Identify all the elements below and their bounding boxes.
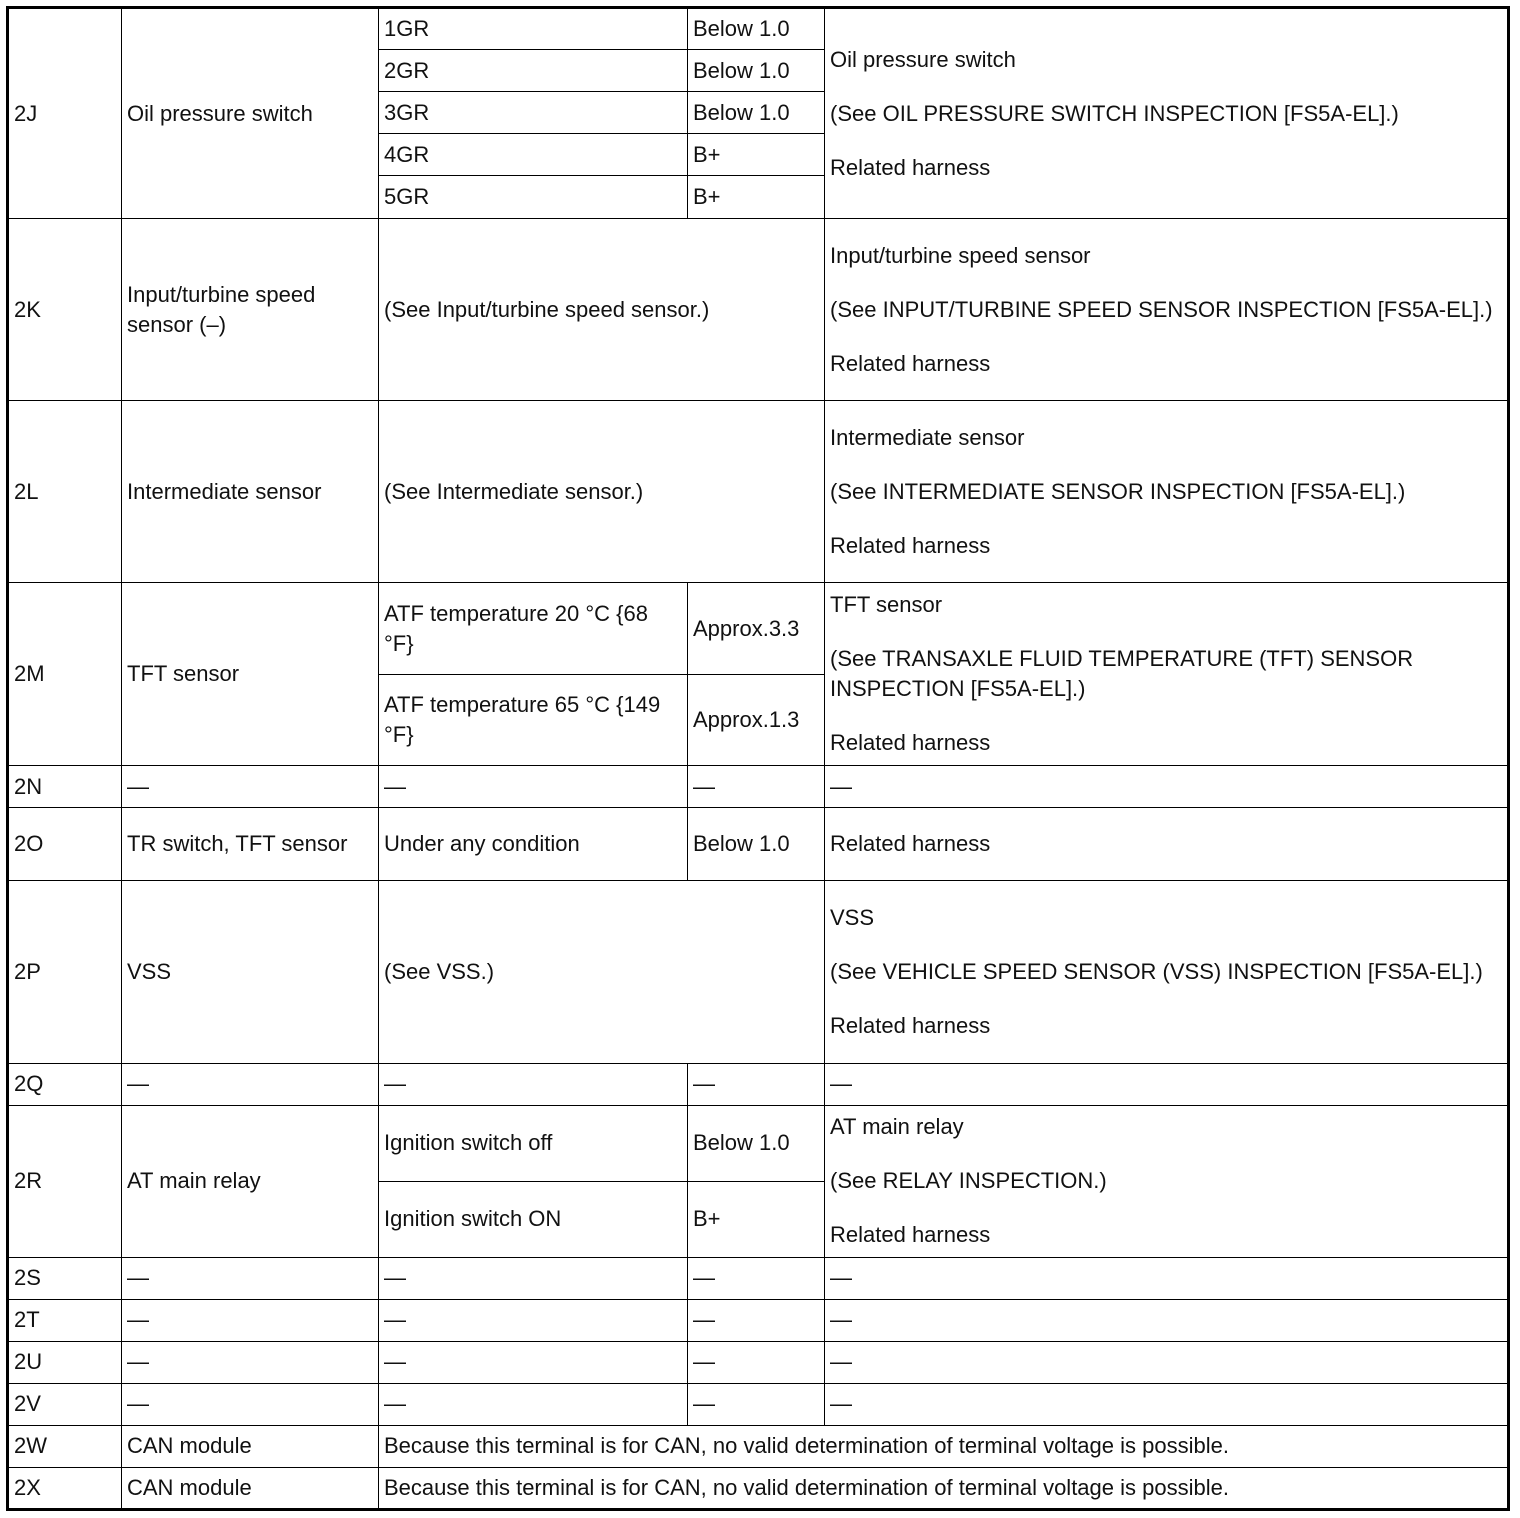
voltage-cell: — — [688, 1063, 825, 1105]
condition-span-cell: Because this terminal is for CAN, no valid determination of terminal voltage is possible. — [379, 1425, 1509, 1467]
table-row-2O — [8, 808, 1509, 881]
note-bullet: Related harness — [830, 829, 1502, 859]
terminal-cell: 2J — [8, 8, 122, 219]
connected-to-cell: — — [122, 1341, 379, 1383]
voltage-cell: — — [688, 1299, 825, 1341]
table-row-2S — [8, 1257, 1509, 1299]
note-reference: (See RELAY INSPECTION.) — [830, 1168, 1107, 1194]
condition-cell: — — [379, 766, 688, 808]
note-bullet: Related harness — [830, 1220, 1502, 1250]
connected-to-cell: — — [122, 766, 379, 808]
terminal-cell: 2S — [8, 1257, 122, 1299]
note-reference: (See INPUT/TURBINE SPEED SENSOR INSPECTION [FS5A-EL].) — [830, 296, 1493, 322]
voltage-cell: B+ — [688, 176, 825, 219]
action-cell — [825, 219, 1509, 401]
terminal-cell: 2M — [8, 583, 122, 766]
connected-to-cell: Oil pressure switch — [122, 8, 379, 219]
table-row-2V — [8, 1383, 1509, 1425]
note-bullet: Input/turbine speed sensor — [830, 241, 1502, 271]
terminal-cell: 2K — [8, 219, 122, 401]
terminal-voltage-table — [6, 6, 1510, 1511]
terminal-cell: 2Q — [8, 1063, 122, 1105]
terminal-cell: 2R — [8, 1105, 122, 1257]
condition-span-cell: (See Input/turbine speed sensor.) — [379, 219, 825, 401]
action-cell: — — [825, 1299, 1509, 1341]
condition-cell: ATF temperature 20 °C {68 °F} — [379, 583, 688, 675]
condition-cell: Ignition switch off — [379, 1105, 688, 1181]
connected-to-cell: Intermediate sensor — [122, 401, 379, 583]
terminal-cell: 2V — [8, 1383, 122, 1425]
table-row-2W — [8, 1425, 1509, 1467]
note-reference: (See VEHICLE SPEED SENSOR (VSS) INSPECTION [FS5A-EL].) — [830, 959, 1483, 984]
terminal-cell: 2T — [8, 1299, 122, 1341]
condition-cell: — — [379, 1341, 688, 1383]
note-bullet: AT main relay — [830, 1112, 1502, 1142]
table-row-2P — [8, 881, 1509, 1063]
voltage-cell: — — [688, 1257, 825, 1299]
voltage-cell: Below 1.0 — [688, 1105, 825, 1181]
terminal-cell: 2L — [8, 401, 122, 583]
connected-to-cell: Input/turbine speed sensor (–) — [122, 219, 379, 401]
action-cell — [825, 583, 1509, 766]
table-row-2J — [8, 8, 1509, 50]
connected-to-cell: TFT sensor — [122, 583, 379, 766]
terminal-cell: 2W — [8, 1425, 122, 1467]
action-cell — [825, 808, 1509, 881]
note-bullet: Related harness — [830, 1011, 1502, 1041]
voltage-cell: Approx.1.3 — [688, 675, 825, 766]
note-bullet: VSS — [830, 903, 1502, 933]
note-bullet: Oil pressure switch — [830, 45, 1502, 75]
condition-cell: 5GR — [379, 176, 688, 219]
table-row-2M — [8, 583, 1509, 675]
connected-to-cell: — — [122, 1299, 379, 1341]
condition-cell: Ignition switch ON — [379, 1181, 688, 1257]
action-cell — [825, 8, 1509, 219]
voltage-cell: Below 1.0 — [688, 92, 825, 134]
table-row-2Q — [8, 1063, 1509, 1105]
voltage-cell: B+ — [688, 134, 825, 176]
voltage-cell: Below 1.0 — [688, 50, 825, 92]
condition-cell: — — [379, 1063, 688, 1105]
connected-to-cell: CAN module — [122, 1425, 379, 1467]
connected-to-cell: TR switch, TFT sensor — [122, 808, 379, 881]
table-row-2U — [8, 1341, 1509, 1383]
condition-cell: 1GR — [379, 8, 688, 50]
action-cell — [825, 1105, 1509, 1257]
note-bullet: Related harness — [830, 531, 1502, 561]
voltage-cell: — — [688, 1383, 825, 1425]
connected-to-cell: — — [122, 1063, 379, 1105]
note-bullet: Related harness — [830, 349, 1502, 379]
connected-to-cell: — — [122, 1383, 379, 1425]
condition-cell: — — [379, 1383, 688, 1425]
connected-to-cell: — — [122, 1257, 379, 1299]
action-cell: — — [825, 1341, 1509, 1383]
action-cell: — — [825, 766, 1509, 808]
condition-cell: 2GR — [379, 50, 688, 92]
note-bullet: Intermediate sensor — [830, 423, 1502, 453]
voltage-cell: — — [688, 766, 825, 808]
connected-to-cell: CAN module — [122, 1467, 379, 1509]
action-cell — [825, 881, 1509, 1063]
terminal-cell: 2O — [8, 808, 122, 881]
condition-span-cell: Because this terminal is for CAN, no valid determination of terminal voltage is possible. — [379, 1467, 1509, 1509]
note-bullet: TFT sensor — [830, 590, 1502, 620]
connected-to-cell: AT main relay — [122, 1105, 379, 1257]
table-row-2X — [8, 1467, 1509, 1509]
table-row-2T — [8, 1299, 1509, 1341]
table-row-2L — [8, 401, 1509, 583]
condition-cell: — — [379, 1257, 688, 1299]
voltage-cell: Below 1.0 — [688, 808, 825, 881]
note-reference: (See OIL PRESSURE SWITCH INSPECTION [FS5A-EL].) — [830, 100, 1399, 126]
terminal-cell: 2P — [8, 881, 122, 1063]
table-row-2N — [8, 766, 1509, 808]
voltage-cell: Approx.3.3 — [688, 583, 825, 675]
condition-cell: — — [379, 1299, 688, 1341]
voltage-cell: Below 1.0 — [688, 8, 825, 50]
action-cell: — — [825, 1383, 1509, 1425]
condition-span-cell: (See VSS.) — [379, 881, 825, 1063]
condition-span-cell: (See Intermediate sensor.) — [379, 401, 825, 583]
action-cell: — — [825, 1063, 1509, 1105]
table-row-2R — [8, 1105, 1509, 1181]
note-reference: (See INTERMEDIATE SENSOR INSPECTION [FS5A-EL].) — [830, 478, 1406, 504]
action-cell — [825, 401, 1509, 583]
action-cell: — — [825, 1257, 1509, 1299]
note-bullet: Related harness — [830, 153, 1502, 183]
condition-cell: 3GR — [379, 92, 688, 134]
condition-cell: Under any condition — [379, 808, 688, 881]
condition-cell: ATF temperature 65 °C {149 °F} — [379, 675, 688, 766]
connected-to-cell: VSS — [122, 881, 379, 1063]
voltage-cell: B+ — [688, 1181, 825, 1257]
voltage-cell: — — [688, 1341, 825, 1383]
note-bullet: Related harness — [830, 728, 1502, 758]
terminal-cell: 2N — [8, 766, 122, 808]
terminal-cell: 2U — [8, 1341, 122, 1383]
terminal-cell: 2X — [8, 1467, 122, 1509]
condition-cell: 4GR — [379, 134, 688, 176]
note-reference: (See TRANSAXLE FLUID TEMPERATURE (TFT) SENSOR INSPECTION [FS5A-EL].) — [830, 646, 1414, 702]
table-row-2K — [8, 219, 1509, 401]
